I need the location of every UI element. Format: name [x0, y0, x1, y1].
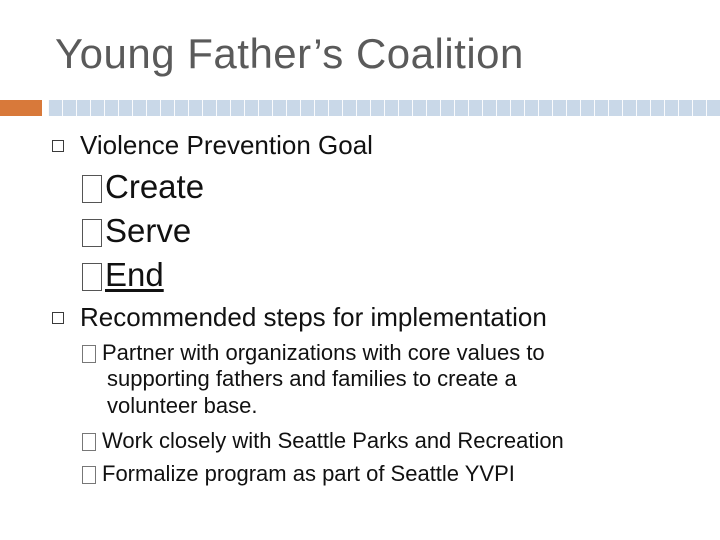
box-glyph-icon — [82, 175, 102, 203]
acronym-item-end: End — [82, 258, 164, 291]
steps-heading: Recommended steps for implementation — [80, 302, 547, 332]
box-glyph-icon — [82, 219, 102, 247]
goal-heading: Violence Prevention Goal — [80, 130, 373, 160]
slide-title: Young Father’s Coalition — [55, 30, 524, 77]
step-item-partner: Partner with organizations with core values to supporting fathers and families to create a volunteer base. — [82, 340, 682, 419]
acronym-item-serve: Serve — [82, 214, 191, 247]
box-glyph-icon — [82, 466, 96, 484]
acronym-item-create: Create — [82, 170, 204, 203]
step-item-formalize: Formalize program as part of Seattle YVPI — [82, 461, 682, 487]
bullet-icon — [52, 140, 64, 152]
box-glyph-icon — [82, 433, 96, 451]
title-divider-bar — [48, 100, 720, 116]
box-glyph-icon — [82, 263, 102, 291]
title-accent-bar — [0, 100, 42, 116]
step-item-parks: Work closely with Seattle Parks and Recreation — [82, 428, 682, 454]
box-glyph-icon — [82, 345, 96, 363]
bullet-icon — [52, 312, 64, 324]
